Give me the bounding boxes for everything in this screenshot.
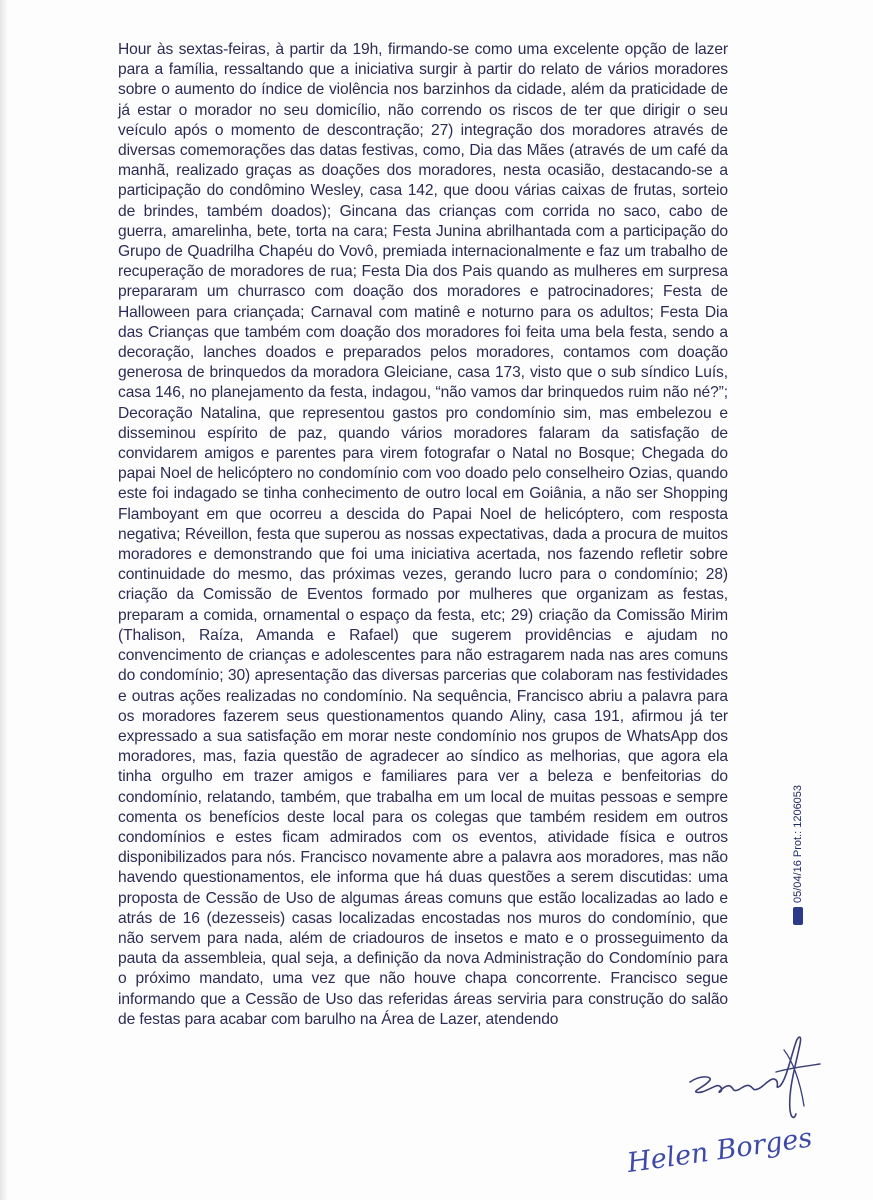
scan-edge-shadow [0, 0, 8, 1200]
second-signature-text: Helen Borges [625, 1122, 815, 1180]
protocol-stamp [786, 770, 810, 925]
registry-logo-icon [793, 907, 803, 925]
protocol-stamp-text: 05/04/16 Prot.: 1206053 [792, 784, 804, 903]
second-signature [620, 1098, 815, 1188]
signatures-area [620, 1020, 840, 1190]
document-body-paragraph: Hour às sextas-feiras, à partir da 19h, firmando-se como uma excelente opção de lazer para a família, ressaltando que a iniciativa surgir à partir do relato de vários moradores sobre o aumento do índice de violência nos barzinhos da cidade, além da praticidade de já estar o morador no seu domicílio, não correndo os riscos de ter que dirigir o seu veículo após o momento de descontração; 27) integração dos moradores através de diversas comemorações das datas festivas, como, Dia das Mães (através de um café da manhã, realizado graças as doações dos moradores, nesta ocasião, destacando-se a participação do condômino Wesley, casa 142, que doou várias caixas de frutas, sorteio de brindes, também doados); Gincana das crianças com corrida no saco, cabo de guerra, amarelinha, bete, torta na cara; Festa Junina abrilhantada com a participação do Grupo de Quadrilha Chapéu do Vovô, premiada internacionalmente e faz um trabalho de recuperação de moradores de rua; Festa Dia dos Pais quando as mulheres em surpresa prepararam um churrasco com doação dos moradores e patrocinadores; Festa de Halloween para criançada; Carnaval com matinê e noturno para os adultos; Festa Dia das Crianças que também com doação dos moradores foi feita uma bela festa, sendo a decoração, lanches doados e preparados pelos moradores, contamos com doação generosa de brinquedos da moradora Gleiciane, casa 173, visto que o sub síndico Luís, casa 146, no planejamento da festa, indagou, “não vamos dar brinquedos ruim não né?”; Decoração Natalina, que representou gastos pro condomínio sim, mas embelezou e disseminou espírito de paz, quando vários moradores falaram da satisfação de convidarem amigos e parentes para virem fotografar o Natal no Bosque; Chegada do papai Noel de helicóptero no condomínio com voo doado pelo conselheiro Ozias, quando este foi indagado se tinha conhecimento de outro local em Goiânia, a não ser Shopping Flamboyant em que ocorreu a descida do Papai Noel de helicóptero, com resposta negativa; Réveillon, festa que superou as nossas expectativas, dada a procura de muitos moradores e demonstrando que foi uma iniciativa acertada, nos fazendo refletir sobre continuidade do mesmo, das próximas vezes, gerando lucro para o condomínio; 28) criação da Comissão de Eventos formado por mulheres que organizam as festas, preparam a comida, ornamental o espaço da festa, etc; 29) criação da Comissão Mirim (Thalison, Raíza, Amanda e Rafael) que sugerem providências e ajudam no convencimento de crianças e adolescentes para não estragarem nada nas ares comuns do condomínio; 30) apresentação das diversas parcerias que colaboram nas festividades e outras ações realizadas no condomínio. Na sequência, Francisco abriu a palavra para os moradores fazerem seus questionamentos quando Aliny, casa 191, afirmou já ter expressado a sua satisfação em morar neste condomínio nos grupos de WhatsApp dos moradores, mas, fazia questão de agradecer ao síndico as melhorias, que agora ela tinha orgulho em trazer amigos e familiares para ver a beleza e benfeitorias do condomínio, relatando, também, que trabalha em um local de muitas pessoas e sempre comenta os benefícios deste local para os colegas que também residem em outros condomínios e estes ficam admirados com os eventos, atividade física e outros disponibilizados para nós. Francisco novamente abre a palavra aos moradores, mas não havendo questionamentos, ele informa que há duas questões a serem discutidas: uma proposta de Cessão de Uso de algumas áreas comuns que estão localizadas ao lado e atrás de 16 (dezesseis) casas localizadas encostadas nos muros do condomínio, que não servem para nada, além de criadouros de insetos e mato e o prosseguimento da pauta da assembleia, qual seja, a definição da nova Administração do Condomínio para o próximo mandato, uma vez que não houve chapa concorrente. Francisco segue informando que a Cessão de Uso das referidas áreas serviria para construção do salão de festas para acabar com barulho na Área de Lazer, atendendo [118, 41, 728, 1028]
